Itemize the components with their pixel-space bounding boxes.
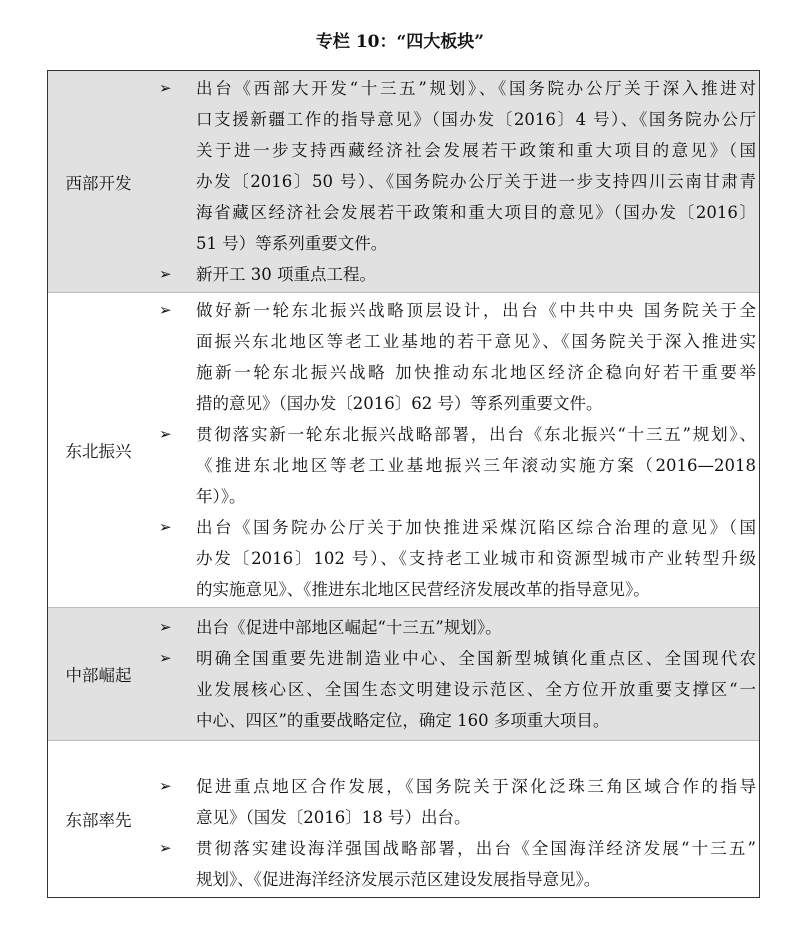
region-content: [149, 71, 759, 292]
bullet-text-line: 贯彻落实新一轮东北振兴战略部署，出台《东北振兴“十三五”规划》、: [196, 425, 756, 444]
region-content: [149, 608, 759, 740]
bullet-text-line: 出台《西部大开发“十三五”规划》、《国务院办公厅关于深入推进对: [196, 79, 756, 98]
arrow-bullet-icon: [159, 512, 196, 605]
bullet-text-line: 出台《国务院办公厅关于加快推进采煤沉陷区综合治理的意见》（国: [196, 518, 756, 537]
region-table: [47, 70, 760, 898]
bullet-item: [159, 612, 759, 643]
bullet-text: [196, 419, 756, 512]
region-row: [48, 292, 759, 607]
bullet-item: [159, 643, 759, 736]
bullet-item: [159, 833, 759, 895]
bullet-text-line: 规划》、《促进海洋经济发展示范区建设发展指导意见》。: [196, 870, 601, 889]
arrow-bullet-icon: [159, 419, 196, 512]
bullet-text: [196, 833, 756, 895]
bullet-text: [196, 295, 756, 419]
bullet-text-line: 办发〔2016〕50 号）、《国务院办公厅关于进一步支持四川云南甘肃青: [196, 172, 756, 191]
bullet-text: [196, 643, 756, 736]
region-row: [48, 71, 759, 292]
bullet-text-line: 措的意见》（国办发〔2016〕62 号）等系列重要文件。: [196, 394, 603, 413]
bullet-text-line: 贯彻落实建设海洋强国战略部署，出台《全国海洋经济发展“十三五”: [196, 839, 756, 858]
bullet-text-line: 年）》。: [196, 487, 246, 506]
page-title: 专栏 10：“四大板块”: [315, 32, 485, 52]
arrow-bullet-icon: [159, 771, 196, 833]
region-content: [149, 293, 759, 607]
region-row: [48, 740, 759, 897]
bullet-text: [196, 771, 756, 833]
region-label: 东北振兴: [65, 442, 132, 461]
arrow-bullet-icon: [159, 73, 196, 259]
region-content: [149, 741, 759, 897]
bullet-text: [196, 259, 756, 290]
arrow-bullet-icon: [159, 833, 196, 895]
bullet-item: [159, 771, 759, 833]
region-label: 东部率先: [65, 811, 132, 830]
bullet-text-line: 面振兴东北地区等老工业基地的若干意见》、《国务院关于深入推进实: [196, 332, 756, 351]
bullet-item: [159, 512, 759, 605]
bullet-text-line: 明确全国重要先进制造业中心、全国新型城镇化重点区、全国现代农: [196, 649, 756, 668]
bullet-text: [196, 512, 756, 605]
bullet-item: [159, 419, 759, 512]
bullet-text-line: 出台《促进中部地区崛起“十三五”规划》。: [196, 618, 502, 637]
bullet-text-line: 中心、四区”的重要战略定位，确定 160 多项重大项目。: [196, 711, 610, 730]
bullet-text-line: 《推进东北地区等老工业基地振兴三年滚动实施方案（2016—2018: [196, 456, 756, 475]
bullet-text: [196, 73, 756, 259]
bullet-text-line: 办发〔2016〕102 号）、《支持老工业城市和资源型城市产业转型升级: [196, 549, 756, 568]
bullet-text-line: 做好新一轮东北振兴战略顶层设计，出台《中共中央 国务院关于全: [196, 301, 756, 320]
bullet-text-line: 施新一轮东北振兴战略 加快推动东北地区经济企稳向好若干重要举: [196, 363, 756, 382]
bullet-text-line: 关于进一步支持西藏经济社会发展若干政策和重大项目的意见》（国: [196, 141, 756, 160]
arrow-bullet-icon: [159, 295, 196, 419]
bullet-text-line: 促进重点地区合作发展，《国务院关于深化泛珠三角区域合作的指导: [196, 777, 756, 796]
bullet-text-line: 新开工 30 项重点工程。: [196, 265, 376, 284]
region-label: 西部开发: [65, 173, 132, 193]
arrow-bullet-icon: [159, 643, 196, 736]
bullet-text: [196, 612, 756, 643]
bullet-text-line: 业发展核心区、全国生态文明建设示范区、全方位开放重要支撑区“一: [196, 680, 756, 699]
bullet-item: [159, 259, 759, 290]
arrow-bullet-icon: [159, 259, 196, 290]
bullet-text-line: 海省藏区经济社会发展若干政策和重大项目的意见》（国办发〔2016〕: [196, 203, 756, 222]
bullet-item: [159, 73, 759, 259]
arrow-bullet-icon: [159, 612, 196, 643]
bullet-text-line: 51 号）等系列重要文件。: [196, 234, 388, 253]
region-row: [48, 607, 759, 740]
bullet-text-line: 意见》（国发〔2016〕18 号）出台。: [196, 808, 471, 827]
bullet-item: [159, 295, 759, 419]
bullet-text-line: 口支援新疆工作的指导意见》（国办发〔2016〕4 号）、《国务院办公厅: [196, 110, 756, 129]
bullet-text-line: 的实施意见》、《推进东北地区民营经济发展改革的指导意见》。: [196, 580, 650, 599]
region-label: 中部崛起: [65, 666, 132, 685]
